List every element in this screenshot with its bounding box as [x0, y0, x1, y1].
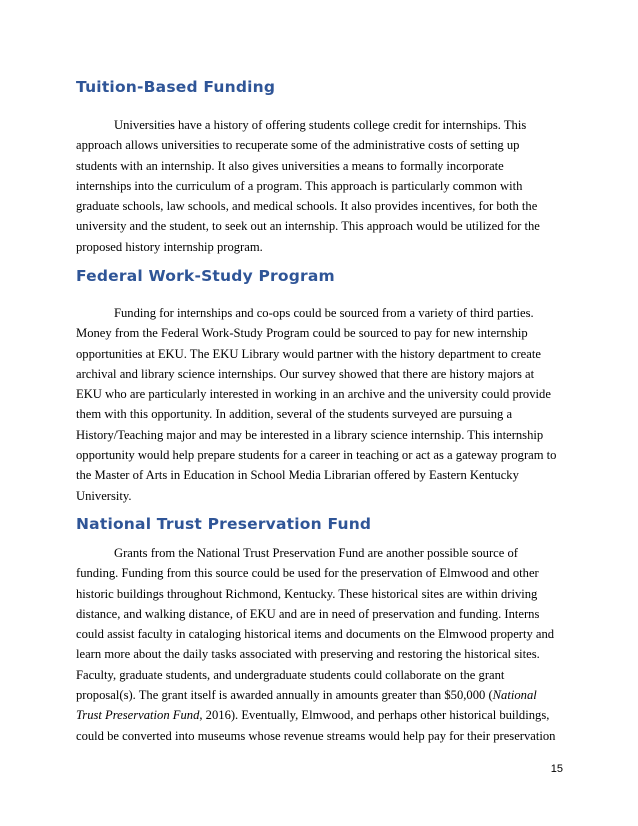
text-line: Faculty, graduate students, and undergraduate students could collaborate on the grant [76, 667, 505, 682]
text-span: , 2016). Eventually, Elmwood, and perhaps other historical buildings, [199, 708, 550, 723]
text-line: could be converted into museums whose revenue streams would help pay for their preservation [76, 728, 556, 743]
text-line: Grants from the National Trust Preservation Fund are another possible source of [114, 546, 518, 560]
text-line: the Master of Arts in Education in School Media Librarian offered by Eastern Kentucky [76, 468, 519, 483]
text-line: Universities have a history of offering students college credit for internships. This [114, 118, 527, 132]
text-line: Money from the Federal Work-Study Program could be sourced to pay for new internship [76, 326, 528, 341]
text-line: Funding for internships and co-ops could be sourced from a variety of third parties. [114, 306, 534, 320]
text-line: archival and library science internships. Our survey showed that there are history majors at [76, 366, 535, 381]
heading-national-trust: National Trust Preservation Fund [76, 515, 372, 533]
text-line [76, 685, 566, 705]
text-line [76, 705, 566, 725]
text-line: approach allows universities to recuperate some of the administrative costs of setting up [76, 138, 520, 153]
text-line: learn more about the daily tasks associated with preserving and restoring the historical sites. [76, 647, 540, 662]
text-line: historic buildings throughout Richmond, Kentucky. These historical sites are within driving [76, 586, 538, 601]
text-line: University. [76, 488, 132, 503]
italic-citation: National [492, 688, 537, 703]
text-line: proposed history internship program. [76, 239, 263, 254]
heading-tuition-based-funding: Tuition-Based Funding [76, 78, 276, 96]
text-line: students with an internship. It also gives universities a means to formally incorporate [76, 158, 504, 173]
text-line: graduate schools, law schools, and medical schools. It also provides incentives, for both the [76, 199, 538, 214]
text-line: History/Teaching major and may be interested in a library science internship. This internship [76, 427, 544, 442]
section-body-national-trust [76, 543, 566, 746]
text-line: EKU who are particularly interested in working in an archive and the university could provide [76, 387, 551, 402]
text-line: funding. Funding from this source could be used for the preservation of Elmwood and other [76, 566, 539, 581]
section-body-tuition [76, 115, 566, 257]
section-body-federal [76, 303, 566, 506]
heading-federal-work-study: Federal Work-Study Program [76, 267, 335, 285]
italic-citation: Trust Preservation Fund [76, 708, 200, 723]
text-line: opportunity would help prepare students for a career in teaching or act as a gateway program to [76, 448, 557, 463]
text-line: university and the student, to seek out an internship. This approach would be utilized for the [76, 219, 540, 234]
text-line: distance, and walking distance, of EKU and are in need of preservation and funding. Interns [76, 606, 540, 621]
text-line: could assist faculty in cataloging historical items and documents on the Elmwood property and [76, 627, 555, 642]
page-number: 15 [550, 763, 563, 775]
text-line: internships into the curriculum of a program. This approach is particularly common with [76, 178, 523, 193]
text-span: proposal(s). The grant itself is awarded annually in amounts greater than $50,000 ( [76, 688, 493, 703]
text-line: them with this opportunity. In addition, several of the students surveyed are pursuing a [76, 407, 513, 422]
text-line: opportunities at EKU. The EKU Library would partner with the history department to create [76, 346, 541, 361]
